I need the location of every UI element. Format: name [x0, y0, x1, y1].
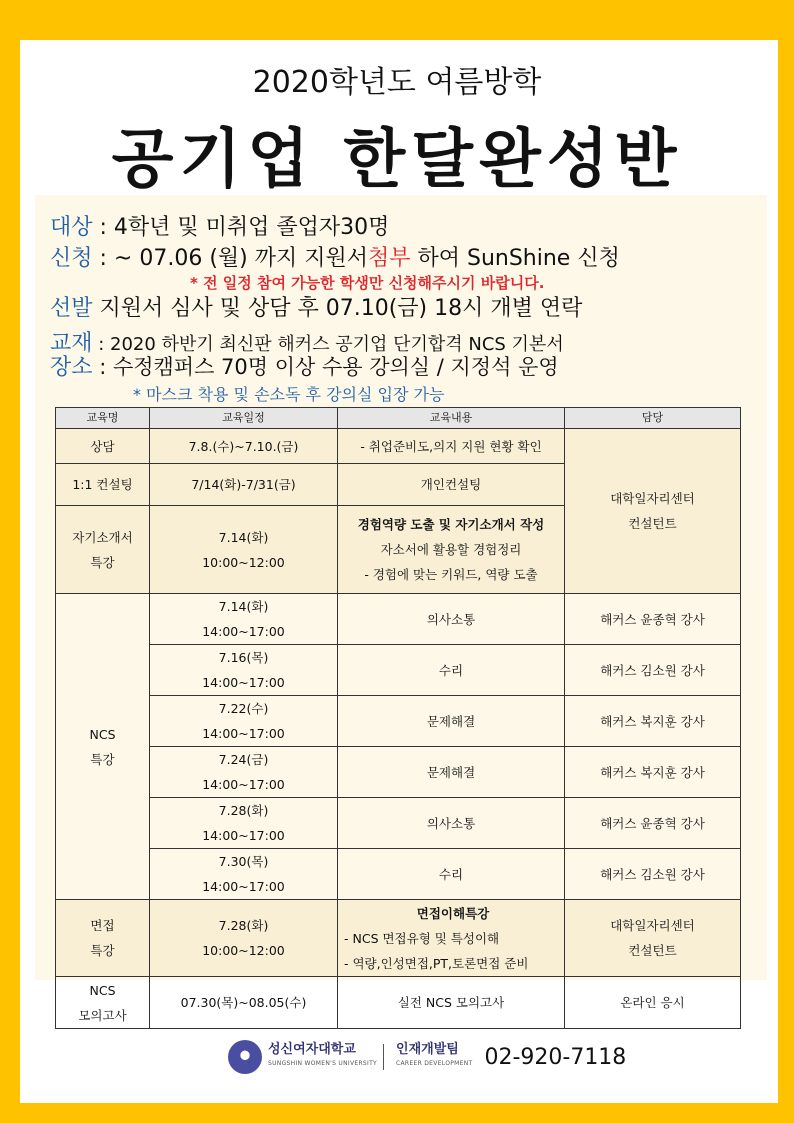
footer — [228, 1040, 626, 1074]
date-line: 10:00~12:00 — [202, 554, 285, 570]
owner-line: 컨설턴트 — [628, 943, 677, 958]
footer-divider — [383, 1044, 384, 1070]
textbook-text: : 2020 하반기 최신판 해커스 공기업 단기합격 NCS 기본서 — [92, 334, 564, 355]
row-name — [56, 506, 150, 594]
row-owner: 해커스 김소원 강사 — [565, 849, 741, 900]
apply-text-b: 하여 SunShine 신청 — [410, 246, 620, 271]
row-date — [150, 594, 338, 645]
university-name-ko: 성신여자대학교 — [268, 1042, 356, 1057]
owner-line: 대학일자리센터 — [610, 918, 695, 933]
name-line: NCS — [89, 726, 116, 742]
textbook-label: 교재 — [50, 331, 93, 356]
date-line: 7.28(화) — [218, 918, 269, 933]
select-label: 선발 — [50, 296, 93, 321]
target-text: : 4학년 및 미취업 졸업자30명 — [92, 215, 390, 240]
date-line: 14:00~17:00 — [202, 777, 285, 792]
name-line: 면접 — [90, 918, 115, 933]
row-date — [150, 798, 338, 849]
info-place — [50, 350, 559, 381]
university-logo-icon — [228, 1040, 262, 1074]
table-row — [56, 645, 741, 696]
header-cell: 교육내용 — [338, 408, 565, 429]
date-line: 7.16(목) — [218, 650, 269, 665]
apply-text-a: : ~ 07.06 (월) 까지 지원서 — [92, 246, 368, 271]
row-date — [150, 645, 338, 696]
date-line: 7.30(목) — [218, 854, 269, 869]
content-line: 경험역량 도출 및 자기소개서 작성 — [357, 517, 545, 532]
select-text: 지원서 심사 및 상담 후 07.10(금) 18시 개별 연락 — [92, 296, 583, 321]
dept-name — [396, 1043, 472, 1071]
info-select — [50, 291, 582, 322]
name-line: 특강 — [90, 943, 115, 958]
date-line: 10:00~12:00 — [202, 943, 285, 958]
contact-phone: 02-920-7118 — [484, 1044, 627, 1070]
row-content: 문제해결 — [338, 747, 565, 798]
row-owner: 해커스 윤종혁 강사 — [565, 798, 741, 849]
date-line: 14:00~17:00 — [202, 828, 285, 843]
row-name — [56, 900, 150, 977]
date-line: 7.28(화) — [218, 803, 269, 818]
row-date — [150, 900, 338, 977]
row-date: 7.8.(수)~7.10.(금) — [150, 429, 338, 464]
header-cell: 담당 — [565, 408, 741, 429]
row-owner — [565, 429, 741, 594]
name-line: 자기소개서 — [72, 529, 133, 545]
table-row — [56, 977, 741, 1029]
table-row — [56, 798, 741, 849]
header-cell: 교육명 — [56, 408, 150, 429]
row-content: - 취업준비도,의지 지원 현황 확인 — [338, 429, 565, 464]
apply-text-red: 첨부 — [367, 246, 411, 271]
dept-name-en: CAREER DEVELOPMENT — [396, 1060, 473, 1067]
row-content: 실전 NCS 모의고사 — [338, 977, 565, 1029]
info-target — [50, 210, 389, 241]
university-name-en: SUNGSHIN WOMEN'S UNIVERSITY — [268, 1060, 378, 1067]
program-kicker: 2020학년도 여름방학 — [252, 65, 542, 100]
table-row — [56, 429, 741, 464]
date-line: 7.24(금) — [218, 752, 269, 767]
table-row — [56, 696, 741, 747]
row-date: 7/14(화)-7/31(금) — [150, 464, 338, 506]
info-apply — [50, 241, 620, 272]
date-line: 14:00~17:00 — [202, 879, 285, 894]
dept-name-ko: 인재개발팀 — [396, 1042, 459, 1057]
row-content: 문제해결 — [338, 696, 565, 747]
row-content: 수리 — [338, 849, 565, 900]
table-row — [56, 849, 741, 900]
row-content: 개인컨설팅 — [338, 464, 565, 506]
target-label: 대상 — [50, 215, 93, 240]
row-content: 의사소통 — [338, 594, 565, 645]
row-owner: 해커스 윤종혁 강사 — [565, 594, 741, 645]
table-row — [56, 900, 741, 977]
name-line: 특강 — [90, 554, 115, 570]
date-line: 7.14(화) — [218, 599, 269, 614]
row-name — [56, 977, 150, 1029]
schedule-table — [55, 407, 741, 1029]
row-owner: 해커스 복지훈 강사 — [565, 747, 741, 798]
place-label: 장소 — [50, 355, 93, 380]
content-line: - NCS 면접유형 및 특성이해 — [344, 930, 500, 946]
name-line: 모의고사 — [78, 1007, 127, 1023]
row-content: 수리 — [338, 645, 565, 696]
row-name: 상담 — [56, 429, 150, 464]
date-line: 14:00~17:00 — [202, 675, 285, 690]
program-title: 공기업 한달완성반 — [111, 123, 683, 197]
row-date — [150, 849, 338, 900]
header-cell: 교육일정 — [150, 408, 338, 429]
content-line: 자소서에 활용할 경험정리 — [380, 542, 522, 557]
content-line: - 경험에 맞는 키워드, 역량 도출 — [364, 567, 538, 582]
apply-label: 신청 — [50, 246, 93, 271]
owner-line: 컨설턴트 — [628, 516, 677, 531]
row-date — [150, 696, 338, 747]
owner-line: 대학일자리센터 — [610, 491, 695, 506]
row-owner: 해커스 복지훈 강사 — [565, 696, 741, 747]
university-name — [268, 1043, 377, 1071]
date-line: 7.14(화) — [218, 529, 269, 545]
row-name — [56, 594, 150, 900]
table-header-row — [56, 408, 741, 429]
table-row — [56, 747, 741, 798]
row-owner: 해커스 김소원 강사 — [565, 645, 741, 696]
row-date — [150, 506, 338, 594]
table-row — [56, 594, 741, 645]
row-owner: 온라인 응시 — [565, 977, 741, 1029]
date-line: 7.22(수) — [218, 701, 269, 716]
place-text: : 수정캠퍼스 70명 이상 수용 강의실 / 지정석 운영 — [92, 355, 559, 379]
row-date — [150, 747, 338, 798]
row-name: 1:1 컨설팅 — [56, 464, 150, 506]
content-line: 면접이해특강 — [416, 905, 490, 921]
row-content — [338, 506, 565, 594]
date-line: 14:00~17:00 — [202, 624, 285, 639]
row-content — [338, 900, 565, 977]
place-note: * 마스크 착용 및 손소독 후 강의실 입장 가능 — [133, 385, 445, 404]
name-line: NCS — [89, 982, 116, 998]
apply-note: * 전 일정 참여 가능한 학생만 신청해주시기 바랍니다. — [190, 274, 545, 292]
date-line: 14:00~17:00 — [202, 726, 285, 741]
content-line: - 역량,인성면접,PT,토론면접 준비 — [344, 955, 529, 971]
row-content: 의사소통 — [338, 798, 565, 849]
row-date: 07.30(목)~08.05(수) — [150, 977, 338, 1029]
row-owner — [565, 900, 741, 977]
name-line: 특강 — [90, 751, 115, 767]
